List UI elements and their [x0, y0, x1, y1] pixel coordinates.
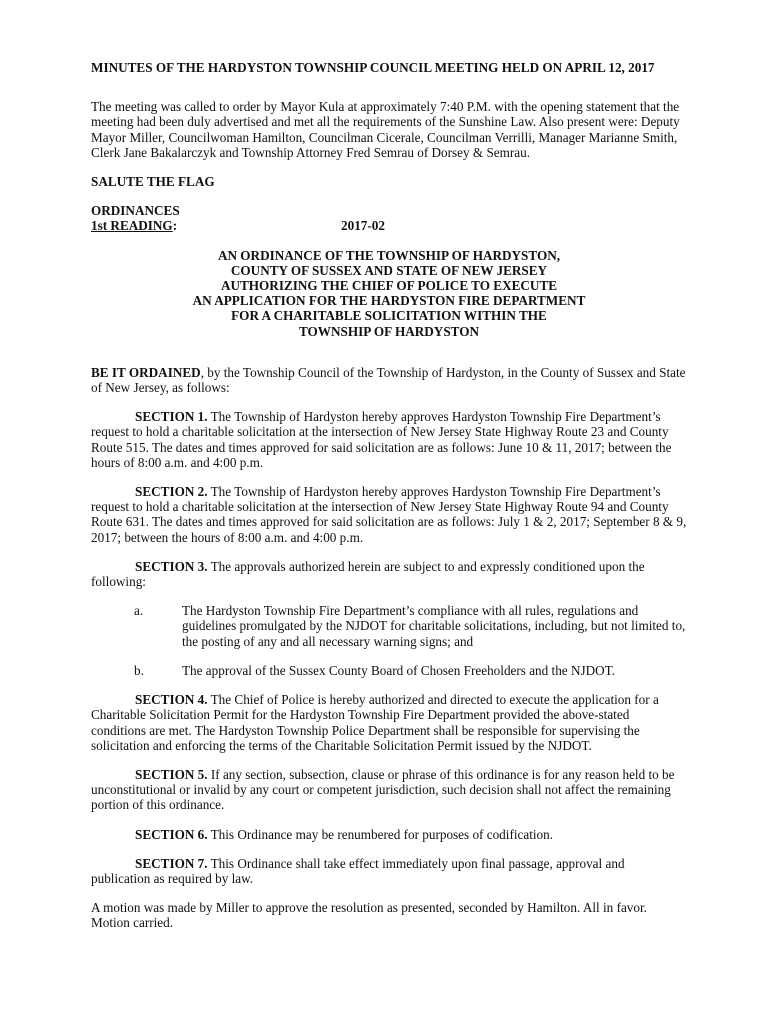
section-text: The Township of Hardyston hereby approves Hardyston Township Fire Department’s request to hold a charitable solicitation at the intersection of New Jersey State Highway Route 23 and County Route 515. The dates and times approved for said solicitation are as follows: June 10 & 11, 2017; between the hours of 8:00 a.m. and 4:00 p.m. [91, 409, 672, 470]
section-6 [91, 827, 687, 842]
section-text: This Ordinance shall take effect immediately upon final passage, approval and publication as required by law. [91, 855, 625, 886]
ordinance-title-line: AN APPLICATION FOR THE HARDYSTON FIRE DEPARTMENT [192, 293, 586, 309]
document-body [91, 60, 687, 945]
section-label: SECTION 2. [135, 484, 208, 500]
section-label: SECTION 3. [135, 558, 208, 574]
section-label: SECTION 4. [135, 692, 208, 708]
condition-letter: b. [134, 662, 144, 678]
section-text: The approvals authorized herein are subject to and expressly conditioned upon the following: [91, 558, 645, 590]
be-it-ordained-paragraph [91, 365, 687, 395]
section-1 [91, 409, 687, 470]
reading-colon: : [172, 218, 178, 234]
section-2 [91, 484, 687, 545]
section-text: The Chief of Police is hereby authorized and directed to execute the application for a Charitable Solicitation Permit for the Hardyston Township Fire Department provided the above-stated conditions are met. The Hardyston Township Police Department shall be responsible for supervising the solicitation and enforcing the terms of the Charitable Solicitation Permit issued by the NJDOT. [91, 692, 659, 753]
section-text: This Ordinance may be renumbered for purposes of codification. [207, 826, 554, 842]
be-it-ordained-text: , by the Township Council of the Township of Hardyston, in the County of Sussex and State of New Jersey, as follows: [91, 364, 686, 396]
opening-paragraph: The meeting was called to order by Mayor Kula at approximately 7:40 P.M. with the opening statement that the meeting had been duly advertised and met all the requirements of the Sunshine Law. Also present were: Deputy Mayor Miller, Councilwoman Hamilton, Councilman Cicerale, Councilman Verrilli, Manager Marianne Smith, Clerk Jane Bakalarczyk and Township Attorney Fred Semrau of Dorsey & Semrau. [91, 99, 680, 160]
ordinance-title-line: AUTHORIZING THE CHIEF OF POLICE TO EXECUTE [220, 278, 558, 294]
motion-paragraph: A motion was made by Miller to approve the resolution as presented, seconded by Hamilton. All in favor. Motion carried. [91, 900, 647, 931]
ordinance-title-line: FOR A CHARITABLE SOLICITATION WITHIN THE [231, 308, 547, 324]
reading-row [91, 218, 687, 233]
condition-text: The Hardyston Township Fire Department’s compliance with all rules, regulations and guidelines promulgated by the NJDOT for charitable solicitations, including, but not limited to, the posting of any and all necessary warning signs; and [182, 603, 686, 649]
condition-text: The approval of the Sussex County Board of Chosen Freeholders and the NJDOT. [182, 662, 616, 678]
ordinances-heading: ORDINANCES [91, 203, 180, 219]
section-label: SECTION 5. [135, 766, 208, 782]
minutes-title: MINUTES OF THE HARDYSTON TOWNSHIP COUNCIL MEETING HELD ON APRIL 12, 2017 [91, 60, 655, 75]
section-4 [91, 692, 687, 753]
section-label: SECTION 6. [135, 826, 208, 842]
be-it-ordained-label: BE IT ORDAINED [91, 364, 201, 380]
ordinance-title-line: COUNTY OF SUSSEX AND STATE OF NEW JERSEY [230, 262, 548, 278]
section-text: The Township of Hardyston hereby approves Hardyston Township Fire Department’s request to hold a charitable solicitation at the intersection of New Jersey State Highway Route 94 and County Route 631. The dates and times approved for said solicitation are as follows: July 1 & 2, 2017; September 8 & 9, 2017; between the hours of 8:00 a.m. and 4:00 p.m. [91, 484, 687, 545]
ordinance-title [91, 248, 687, 339]
section-label: SECTION 1. [135, 409, 208, 425]
ordinance-title-line: AN ORDINANCE OF THE TOWNSHIP OF HARDYSTON, [217, 247, 561, 263]
section-7 [91, 856, 687, 886]
section-3 [91, 559, 687, 589]
section-5 [91, 767, 687, 813]
ordinance-title-line: TOWNSHIP OF HARDYSTON [298, 323, 480, 339]
reading-label-text: 1st READING [91, 218, 173, 234]
ordinance-number: 2017-02 [341, 218, 385, 234]
condition-item [91, 603, 687, 649]
condition-letter: a. [134, 603, 144, 619]
section-text: If any section, subsection, clause or phrase of this ordinance is for any reason held to be unconstitutional or invalid by any court or competent jurisdiction, such decision shall not affect the remaining portion of this ordinance. [91, 766, 675, 813]
section-label: SECTION 7. [135, 855, 208, 871]
salute-heading: SALUTE THE FLAG [91, 174, 215, 190]
reading-label [91, 218, 341, 233]
condition-item [91, 663, 687, 678]
